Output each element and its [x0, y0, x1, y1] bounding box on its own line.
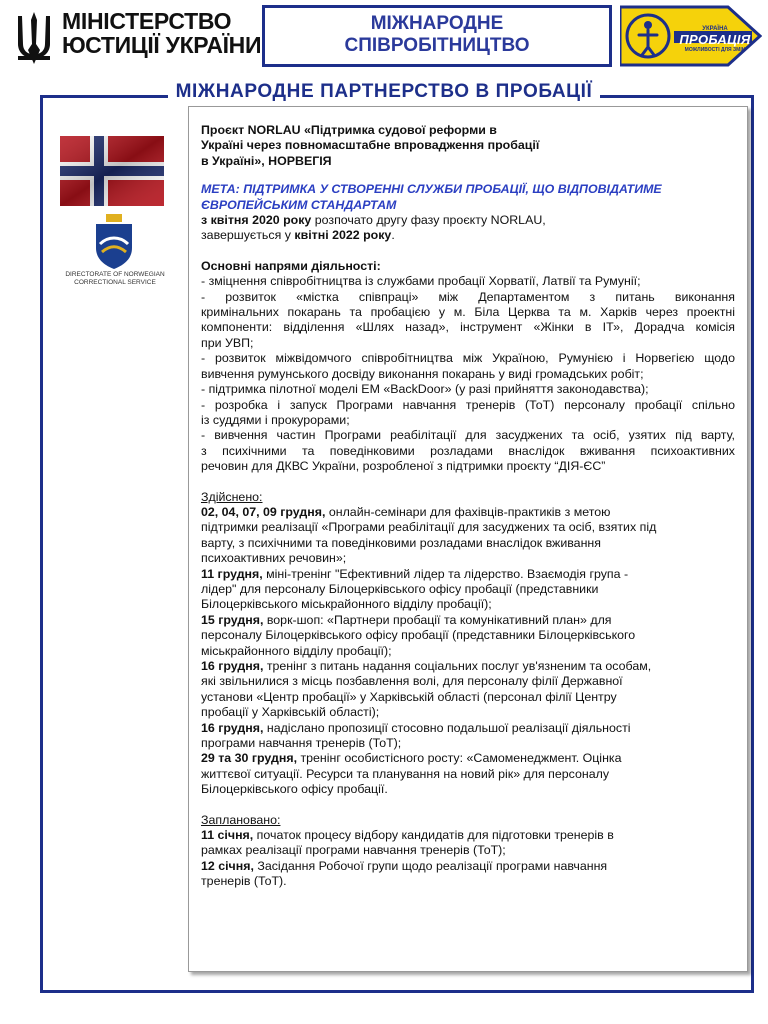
planned-item-text: тренерів (ТоТ).	[201, 874, 287, 889]
done-item	[201, 659, 735, 721]
project-title-line: Проєкт NORLAU «Підтримка судової реформи в	[201, 123, 497, 137]
timeline-text: завершується у	[201, 228, 295, 243]
banner-title-line2: СПІВРОБІТНИЦТВО	[344, 35, 530, 56]
directorate-name	[60, 271, 170, 287]
project-title-line: Україні через повномасштабне впровадження пробації	[201, 138, 540, 153]
done-item-text: життєвої ситуації. Ресурси та планування на новий рік» для персоналу	[201, 766, 610, 781]
direction-line: - вивчення частин Програми реабілітації для засуджених та осіб, узятих під варту,	[201, 428, 735, 443]
planned-item-text: Засідання Робочої групи щодо реалізації програми навчання	[253, 858, 608, 873]
done-item-line	[201, 721, 735, 736]
direction-line: з психічними та поведінковими розладами внаслідок вживання психоактивних	[201, 443, 735, 458]
done-item-date: 02, 04, 07, 09 грудня,	[201, 504, 326, 519]
direction-line: - розвиток «містка співпраці» між Департаментом з питань виконання	[201, 289, 735, 304]
done-item-text: установи «Центр пробації» у Харківській області (персонал філії Центру	[201, 689, 617, 704]
norway-flag-icon	[60, 136, 164, 206]
planned-item-text: початок процесу відбору кандидатів для підготовки тренерів в	[253, 828, 614, 843]
done-item-date: 16 грудня,	[201, 659, 264, 673]
done-item-text: тренінг особистісного росту: «Самоменеджмент. Оцінка	[297, 751, 622, 766]
done-item-text: Білоцерківського міськрайонного відділу пробації);	[201, 597, 492, 612]
planned-item-date: 11 січня,	[201, 828, 254, 843]
done-item-line	[201, 690, 735, 705]
done-item-text: програми навчання тренерів (ТоТ);	[201, 736, 402, 751]
planned-item	[201, 859, 735, 890]
done-item	[201, 751, 735, 797]
done-item-line	[201, 582, 735, 597]
planned-item-line	[201, 874, 735, 889]
done-item-line	[201, 782, 735, 797]
done-list	[201, 505, 735, 798]
done-item-line	[201, 567, 735, 582]
project-title-line: в Україні», НОРВЕГІЯ	[201, 153, 332, 168]
done-item-line	[201, 644, 735, 659]
planned-item-line	[201, 859, 735, 874]
direction-line: - розробка і запуск Програми навчання тренерів (ТоТ) персоналу пробації спільно	[201, 397, 735, 412]
directions-list	[201, 274, 735, 474]
done-item-date: 16 грудня,	[201, 720, 264, 735]
done-item-text: які звільнилися з місць позбавлення волі, для персоналу філії Державної	[201, 674, 623, 689]
done-item-text: міні-тренінг "Ефективний лідер та лідерство. Взаємодія група -	[262, 566, 629, 581]
planned-item-text: рамках реалізації програми навчання тренерів (ТоТ);	[201, 843, 506, 858]
project-goal-line: МЕТА: ПІДТРИМКА У СТВОРЕННІ СЛУЖБИ ПРОБАЦІЇ, ЩО ВІДПОВІДАТИМЕ	[201, 182, 662, 197]
directorate-logo	[60, 214, 170, 294]
banner-title-line1: МІЖНАРОДНЕ	[370, 13, 504, 34]
done-item-date: 11 грудня,	[201, 566, 263, 581]
ministry-name	[62, 9, 261, 57]
done-item-line	[201, 659, 735, 674]
direction-line: вивчення румунського досвіду виконання покарань у виді громадських робіт;	[201, 366, 644, 381]
done-item-line	[201, 520, 735, 535]
done-item-text: Білоцерківського офісу пробації.	[201, 782, 388, 797]
done-item-line	[201, 674, 735, 689]
header-banner	[262, 5, 762, 67]
ministry-name-line2: ЮСТИЦІЇ УКРАЇНИ	[62, 32, 262, 58]
done-item	[201, 567, 735, 613]
ministry-logo	[10, 6, 262, 70]
direction-item	[201, 382, 735, 397]
direction-line: при УВП;	[201, 335, 254, 350]
done-item-line	[201, 705, 735, 720]
timeline-text: розпочато другу фазу проєкту NORLAU,	[311, 213, 546, 228]
direction-line: речовин для ДКВС України, розробленої з підтримки проєкту “ДІЯ-ЄС”	[201, 459, 606, 474]
done-item-text: ворк-шоп: «Партнери пробації та комунікативний план» для	[263, 612, 612, 627]
logo-tagline: МОЖЛИВОСТІ ДЛЯ ЗМІН	[684, 47, 746, 53]
done-item-line	[201, 751, 735, 766]
done-item-text: пробації у Харківській області);	[201, 705, 380, 720]
done-item-line	[201, 505, 735, 520]
trident-icon	[14, 10, 54, 66]
correctional-crest-icon	[90, 214, 138, 270]
done-item-text: підтримки реалізації «Програми реабілітації для засуджених та осіб, взятих під	[201, 520, 657, 535]
direction-item	[201, 351, 735, 382]
logo-top-text: УКРАЇНА	[702, 26, 728, 32]
direction-line: - розвиток міжвідомчого співробітництва між Україною, Румунією і Норвегією щодо	[201, 351, 735, 366]
direction-line: із суддями і прокурорами;	[201, 412, 350, 427]
done-item-line	[201, 628, 735, 643]
start-date: з квітня 2020 року	[201, 213, 312, 228]
done-item-text: тренінг з питань надання соціальних послуг ув'язненим та особам,	[263, 659, 652, 673]
done-item-text: міськрайонного відділу пробації);	[201, 643, 392, 658]
project-timeline	[201, 213, 735, 244]
planned-list	[201, 828, 735, 890]
done-item	[201, 721, 735, 752]
directorate-name-line2: CORRECTIONAL SERVICE	[74, 279, 156, 286]
section-title	[0, 80, 768, 104]
done-item-line	[201, 736, 735, 751]
project-goal	[201, 182, 735, 213]
directorate-name-line1: DIRECTORATE OF NORWEGIAN	[65, 271, 165, 278]
done-item-line	[201, 613, 735, 628]
done-item-date: 15 грудня,	[201, 612, 264, 627]
done-item-line	[201, 767, 735, 782]
done-item-line	[201, 551, 735, 566]
probation-logo-text	[673, 26, 757, 53]
direction-item	[201, 428, 735, 474]
section-title-text: МІЖНАРОДНЕ ПАРТНЕРСТВО В ПРОБАЦІЇ	[168, 80, 601, 104]
direction-line: - зміцнення співробітництва із службами пробації Хорватії, Латвії та Румунії;	[201, 274, 641, 289]
done-item-text: онлайн-семінари для фахівців-практиків з метою	[325, 504, 611, 519]
done-item-line	[201, 536, 735, 551]
project-goal-line: ЄВРОПЕЙСЬКИМ СТАНДАРТАМ	[201, 197, 397, 212]
ministry-name-line1: МІНІСТЕРСТВО	[62, 8, 232, 34]
done-item	[201, 613, 735, 659]
direction-item	[201, 290, 735, 352]
done-item-text: персоналу Білоцерківського офісу пробації (представники Білоцерківського	[201, 628, 636, 643]
done-item-date: 29 та 30 грудня,	[201, 751, 298, 766]
project-title	[201, 123, 735, 169]
timeline-text: .	[391, 228, 395, 243]
done-item	[201, 505, 735, 567]
direction-item	[201, 274, 735, 289]
planned-heading: Заплановано:	[201, 812, 281, 827]
direction-line: - підтримка пілотної моделі ЕМ «BackDoor» (у разі прийняття законодавства);	[201, 382, 649, 397]
done-item-line	[201, 597, 735, 612]
planned-item-line	[201, 843, 735, 858]
content-box	[188, 106, 748, 972]
direction-line: компоненти: відділення «Шлях назад», інструмент «Жінки в ІТ», Дорадча комісія	[201, 320, 735, 335]
planned-item-date: 12 січня,	[201, 858, 254, 873]
direction-line: кримінальних покарань та пробацією у м. Біла Церква та м. Харків через проектні	[201, 305, 735, 320]
planned-item	[201, 828, 735, 859]
done-heading: Здійснено:	[201, 489, 263, 504]
planned-item-line	[201, 828, 735, 843]
logo-main-text: ПРОБАЦІЯ	[679, 32, 751, 47]
done-item-text: надіслано пропозиції стосовно подальшої реалізації діяльності	[263, 720, 631, 735]
done-item-text: лідер" для персоналу Білоцерківського офісу пробації (представники	[201, 581, 599, 596]
done-item-text: варту, з психічними та поведінковими розладами внаслідок вживання	[201, 535, 601, 550]
direction-item	[201, 398, 735, 429]
banner-title	[262, 13, 612, 57]
end-date: квітні 2022 року	[294, 228, 392, 243]
done-item-text: психоактивних речовин»;	[201, 551, 347, 566]
directions-heading: Основні напрями діяльності:	[201, 258, 381, 273]
